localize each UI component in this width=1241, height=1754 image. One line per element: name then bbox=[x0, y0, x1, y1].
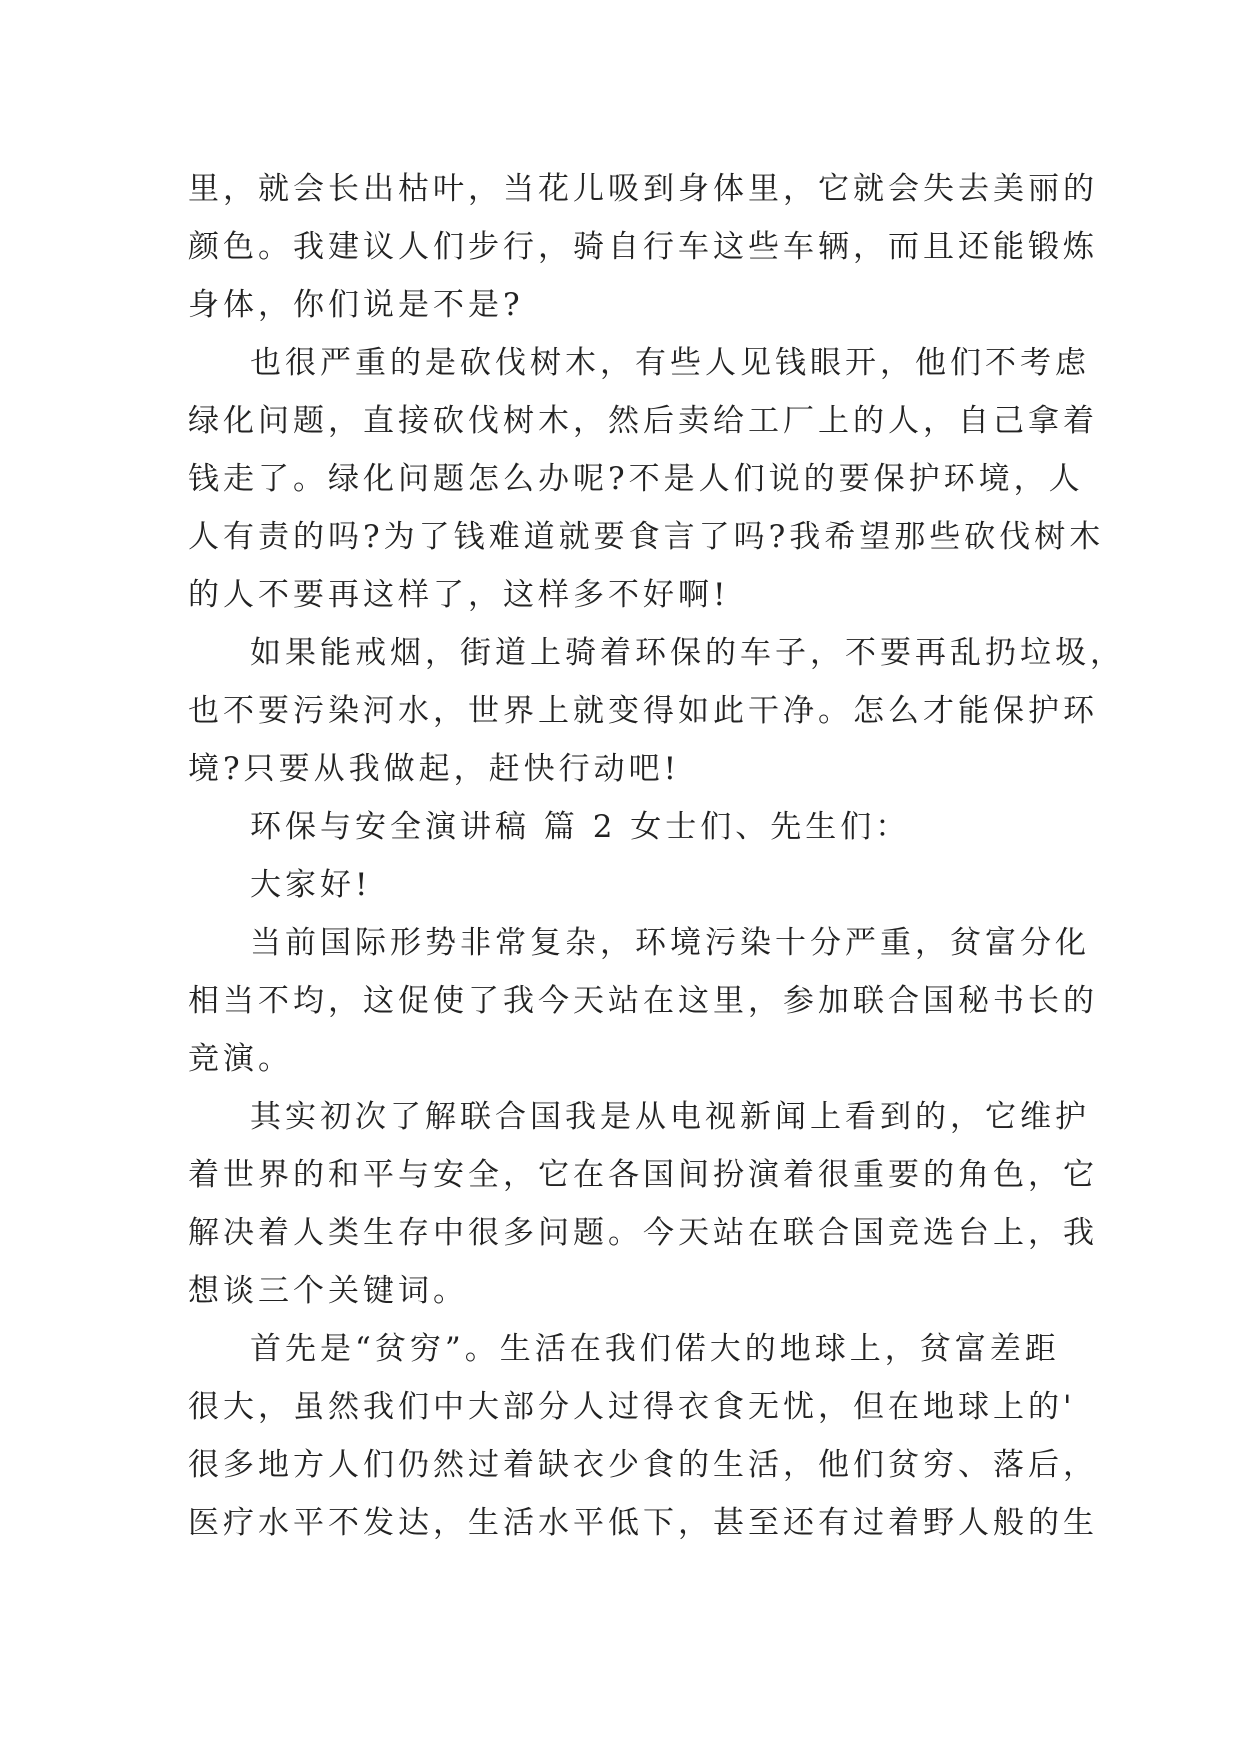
text-line: 人有责的吗?为了钱难道就要食言了吗?我希望那些砍伐树木 bbox=[188, 519, 1105, 555]
text-line: 着世界的和平与安全，它在各国间扮演着很重要的角色，它 bbox=[188, 1157, 1098, 1193]
text-line: 绿化问题，直接砍伐树木，然后卖给工厂上的人，自己拿着 bbox=[188, 403, 1098, 439]
text-line: 竞演。 bbox=[188, 1041, 293, 1077]
text-line: 相当不均，这促使了我今天站在这里，参加联合国秘书长的 bbox=[188, 983, 1098, 1019]
text-line: 境?只要从我做起，赶快行动吧! bbox=[188, 751, 681, 787]
section-heading-line: 环保与安全演讲稿 篇 2 女士们、先生们： bbox=[250, 809, 911, 845]
greeting-line: 大家好! bbox=[250, 867, 372, 903]
text-line: 想谈三个关键词。 bbox=[188, 1273, 468, 1309]
document-body bbox=[188, 160, 1125, 1552]
paragraph-start-line: 如果能戒烟，街道上骑着环保的车子，不要再乱扔垃圾， bbox=[250, 635, 1125, 671]
text-line: 很多地方人们仍然过着缺衣少食的生活，他们贫穷、落后， bbox=[188, 1447, 1098, 1483]
text-line: 颜色。我建议人们步行，骑自行车这些车辆，而且还能锻炼 bbox=[188, 229, 1098, 265]
text-line: 钱走了。绿化问题怎么办呢?不是人们说的要保护环境，人 bbox=[188, 461, 1084, 497]
paragraph-start-line: 其实初次了解联合国我是从电视新闻上看到的，它维护 bbox=[250, 1099, 1090, 1135]
paragraph-start-line: 也很严重的是砍伐树木，有些人见钱眼开，他们不考虑 bbox=[250, 345, 1090, 381]
text-line: 里，就会长出枯叶，当花儿吸到身体里，它就会失去美丽的 bbox=[188, 171, 1098, 207]
text-line: 很大，虽然我们中大部分人过得衣食无忧，但在地球上的' bbox=[188, 1389, 1076, 1425]
paragraph-start-line: 首先是“贫穷”。生活在我们偌大的地球上，贫富差距 bbox=[250, 1331, 1060, 1367]
text-line: 医疗水平不发达，生活水平低下，甚至还有过着野人般的生 bbox=[188, 1505, 1098, 1541]
text-line: 的人不要再这样了，这样多不好啊! bbox=[188, 577, 730, 613]
text-line: 身体，你们说是不是? bbox=[188, 287, 524, 323]
paragraph-start-line: 当前国际形势非常复杂，环境污染十分严重，贫富分化 bbox=[250, 925, 1090, 961]
text-line: 也不要污染河水，世界上就变得如此干净。怎么才能保护环 bbox=[188, 693, 1098, 729]
text-line: 解决着人类生存中很多问题。今天站在联合国竞选台上，我 bbox=[188, 1215, 1098, 1251]
